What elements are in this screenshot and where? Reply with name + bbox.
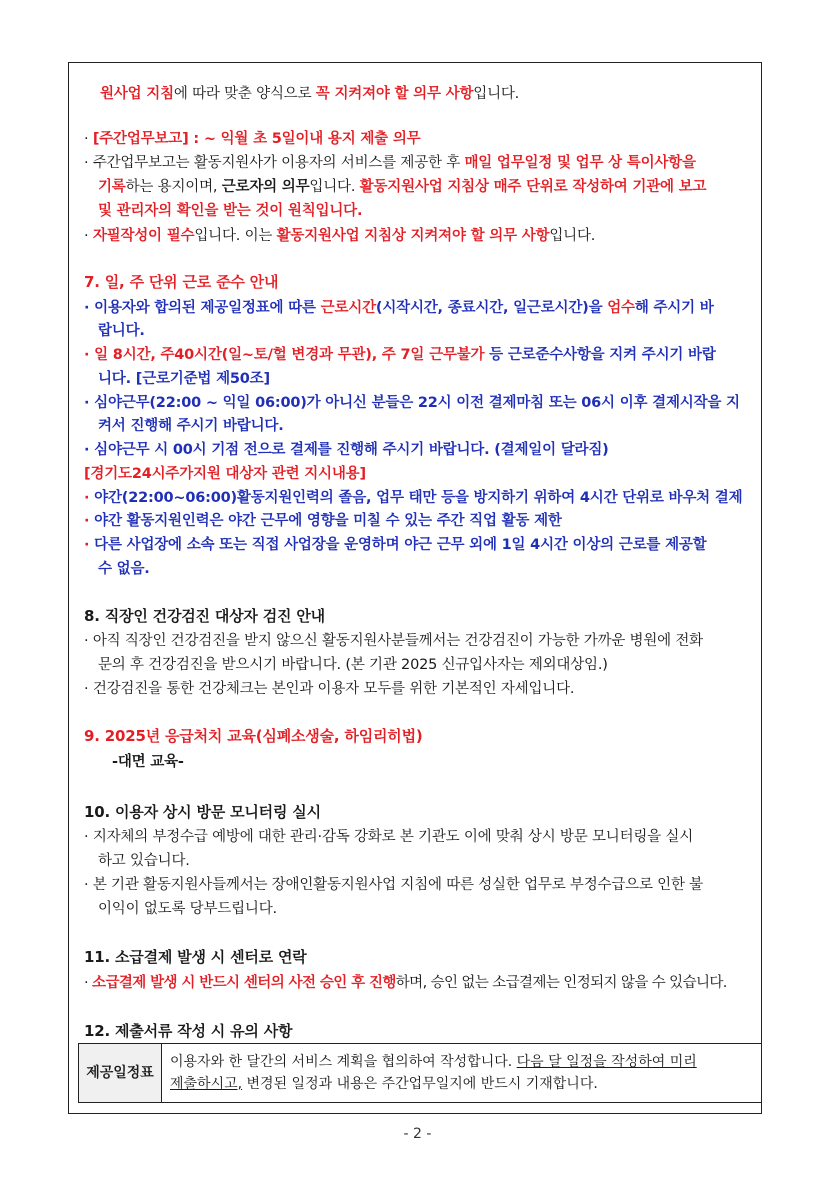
text-line: 문의 후 건강검진을 받으시기 바랍니다. (본 기관 2025 신규입사자는 제외대상임.) (98, 657, 608, 673)
text-line: · 이용자와 합의된 제공일정표에 따른 근로시간(시작시간, 종료시간, 일근로시간)을 엄수해 주시기 바 (84, 300, 714, 316)
text-line: · 주간업무보고는 활동지원사가 이용자의 서비스를 제공한 후 매일 업무일정 및 업무 상 특이사항을 (84, 155, 696, 171)
text-line: 랍니다. (98, 323, 145, 339)
text-line: · 야간(22:00~06:00)활동지원인력의 졸음, 업무 태만 등을 방지하기 위하여 4시간 단위로 바우처 결제 (84, 490, 743, 506)
text-line: · 다른 사업장에 소속 또는 직접 사업장을 운영하며 야근 근무 외에 1일 4시간 이상의 근로를 제공할 (84, 537, 707, 553)
text-line: · 본 기관 활동지원사들께서는 장애인활동지원사업 지침에 따른 성실한 업무로 부정수급으로 인한 불 (84, 877, 703, 893)
documents-table (78, 1043, 762, 1103)
text-line: 하고 있습니다. (98, 853, 190, 869)
section-heading: 11. 소급결제 발생 시 센터로 연락 (84, 948, 307, 966)
text-line: 니다. [근로기준법 제50조] (98, 371, 270, 387)
text-line: · 건강검진을 통한 건강체크는 본인과 이용자 모두를 위한 기본적인 자세입니다. (84, 681, 575, 697)
table-header-cell: 제공일정표 (79, 1044, 162, 1103)
page-number: - 2 - (403, 1126, 432, 1142)
text-line: · 심야근무(22:00 ~ 익일 06:00)가 아니신 분들은 22시 이전 결제마침 또는 06시 이후 결제시작을 지 (84, 395, 740, 411)
text-line: · 자필작성이 필수입니다. 이는 활동지원사업 지침상 지켜져야 할 의무 사항입니다. (84, 228, 596, 244)
text-line: · 심야근무 시 00시 기점 전으로 결제를 진행해 주시기 바랍니다. (결제일이 달라짐) (84, 442, 609, 458)
table-cell: 이용자와 한 달간의 서비스 계획을 협의하여 작성합니다. 다음 달 일정을 작성하여 미리 제출하시고, 변경된 일정과 내용은 주간업무일지에 반드시 기재합니다. (162, 1044, 762, 1103)
text-line: [경기도24시주가지원 대상자 관련 지시내용] (84, 466, 366, 482)
text-line: · 소급결제 발생 시 반드시 센터의 사전 승인 후 진행하며, 승인 없는 소급결제는 인정되지 않을 수 있습니다. (84, 975, 727, 991)
text-line: 원사업 지침에 따라 맞춘 양식으로 꼭 지켜져야 할 의무 사항입니다. (100, 86, 520, 102)
text-line: · 아직 직장인 건강검진을 받지 않으신 활동지원사분들께서는 건강검진이 가능한 가까운 병원에 전화 (84, 633, 703, 649)
text-line: 및 관리자의 확인을 받는 것이 원칙입니다. (98, 203, 363, 219)
section-heading: 9. 2025년 응급처치 교육(심폐소생술, 하임리히법) (84, 727, 423, 745)
table-row (79, 1044, 762, 1103)
section-heading: 8. 직장인 건강검진 대상자 검진 안내 (84, 607, 325, 625)
text-line: · [주간업무보고] : ~ 익월 초 5일이내 용지 제출 의무 (84, 131, 421, 147)
section-heading: 10. 이용자 상시 방문 모니터링 실시 (84, 803, 321, 821)
text-line: · 지자체의 부정수급 예방에 대한 관리·감독 강화로 본 기관도 이에 맞춰 상시 방문 모니터링을 실시 (84, 829, 694, 845)
section-heading: 7. 일, 주 단위 근로 준수 안내 (84, 273, 279, 291)
section-heading: 12. 제출서류 작성 시 유의 사항 (84, 1022, 293, 1040)
text-line: 켜서 진행해 주시기 바랍니다. (98, 418, 284, 434)
text-line: · 야간 활동지원인력은 야간 근무에 영향을 미칠 수 있는 주간 직업 활동 제한 (84, 513, 562, 529)
text-line: 기록하는 용지이며, 근로자의 의무입니다. 활동지원사업 지침상 매주 단위로 작성하여 기관에 보고 (98, 179, 707, 195)
text-line: -대면 교육- (112, 754, 184, 770)
text-line: 수 없음. (98, 561, 150, 577)
text-line: · 일 8시간, 주40시간(일~토/헐 변경과 무관), 주 7일 근무불가 등 근로준수사항을 지켜 주시기 바랍 (84, 347, 716, 363)
text-line: 이익이 없도록 당부드립니다. (98, 901, 277, 917)
